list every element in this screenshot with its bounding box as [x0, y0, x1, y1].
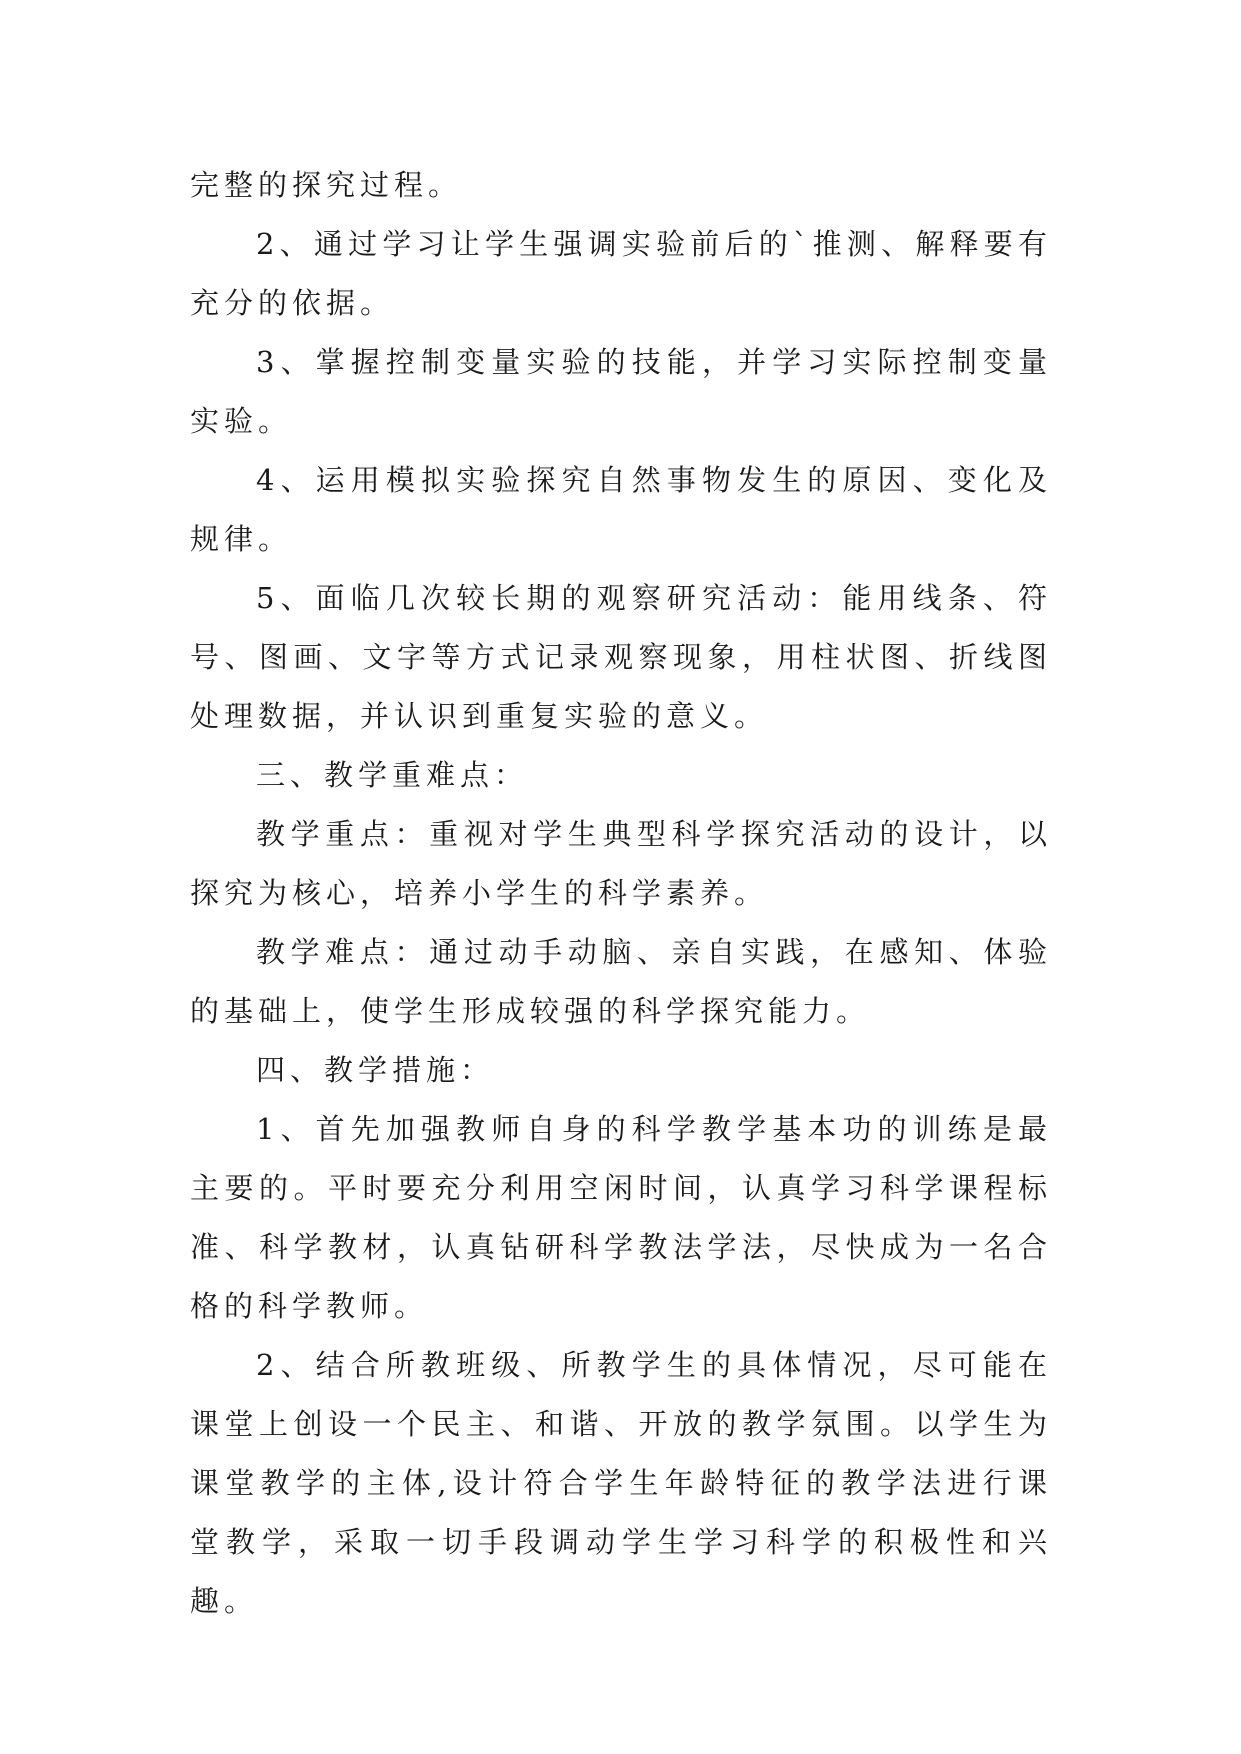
- paragraph-measure-1: 1、首先加强教师自身的科学教学基本功的训练是最主要的。平时要充分利用空闲时间，认真学习科学课程标准、科学教材，认真钻研科学教法学法，尽快成为一名合格的科学教师。: [190, 1112, 1052, 1323]
- paragraph-2: 2、通过学习让学生强调实验前后的`推测、解释要有充分的依据。: [190, 227, 1052, 320]
- paragraph-3: 3、掌握控制变量实验的技能，并学习实际控制变量实验。: [190, 345, 1052, 438]
- paragraph-4: 4、运用模拟实验探究自然事物发生的原因、变化及规律。: [190, 463, 1052, 556]
- paragraph-5: 5、面临几次较长期的观察研究活动：能用线条、符号、图画、文字等方式记录观察现象，用柱状图、折线图处理数据，并认识到重复实验的意义。: [190, 581, 1052, 733]
- paragraph-1: 完整的探究过程。: [190, 168, 463, 202]
- section-heading-key-difficulties: 三、教学重难点：: [256, 758, 529, 792]
- paragraph-teaching-focus: 教学重点：重视对学生典型科学探究活动的设计，以探究为核心，培养小学生的科学素养。: [190, 817, 1052, 910]
- section-heading-teaching-measures: 四、教学措施：: [256, 1053, 495, 1087]
- paragraph-teaching-difficulty: 教学难点：通过动手动脑、亲自实践，在感知、体验的基础上，使学生形成较强的科学探究能力。: [190, 935, 1052, 1028]
- document-body: [190, 156, 1052, 1631]
- paragraph-measure-2: 2、结合所教班级、所教学生的具体情况，尽可能在课堂上创设一个民主、和谐、开放的教学氛围。以学生为课堂教学的主体,设计符合学生年龄特征的教学法进行课堂教学，采取一切手段调动学生学习科学的积极性和兴趣。: [190, 1348, 1052, 1618]
